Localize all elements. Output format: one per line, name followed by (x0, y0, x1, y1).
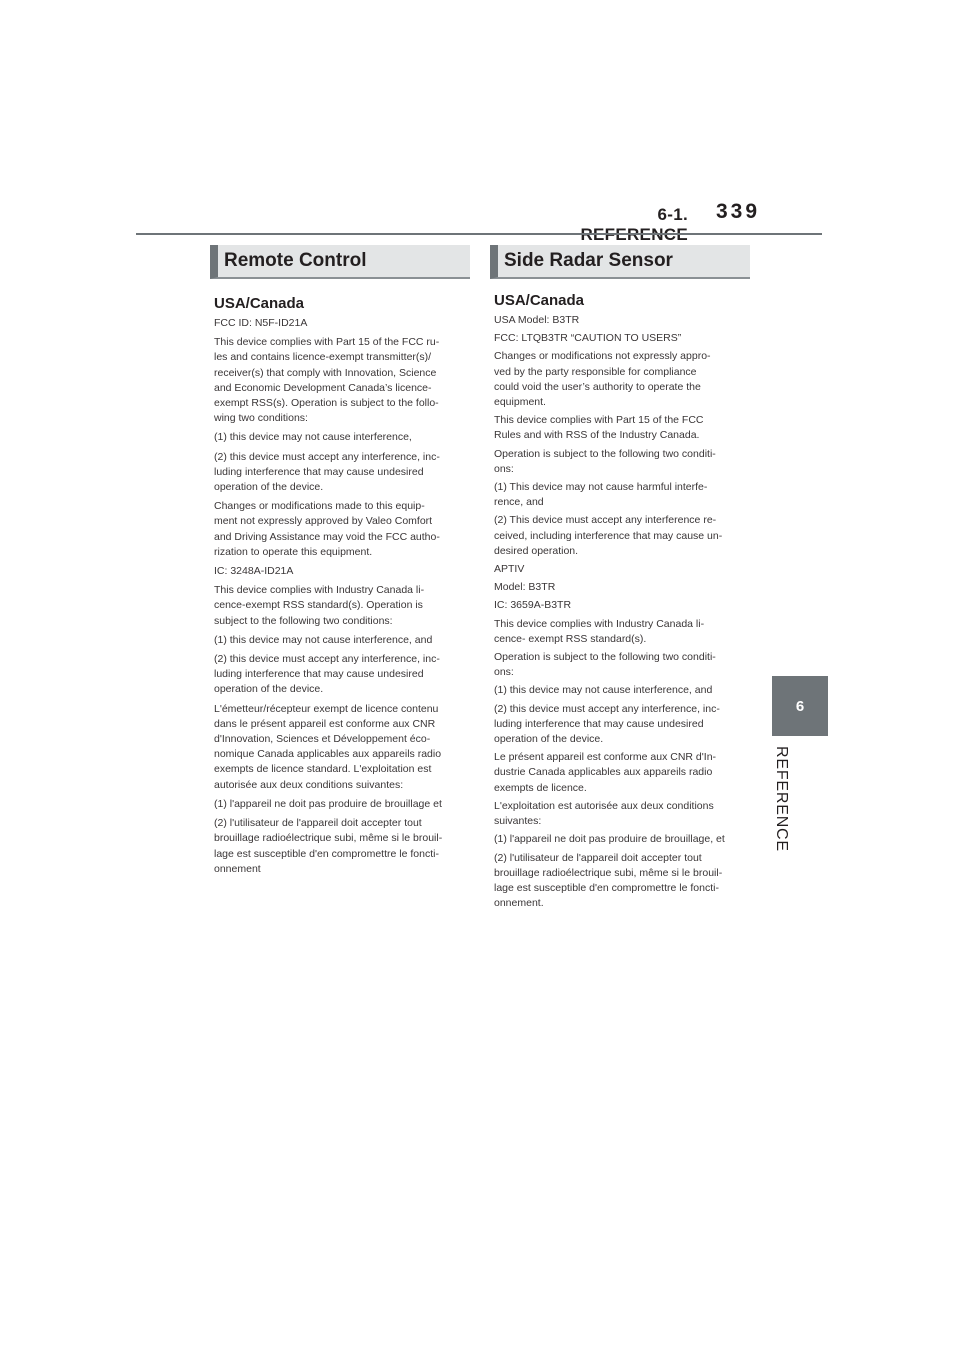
paragraph: (1) this device may not cause interference, and (494, 684, 713, 697)
paragraph: FCC: LTQB3TR “CAUTION TO USERS” (494, 332, 682, 345)
paragraph: APTIV (494, 563, 525, 576)
side-radar-column (490, 245, 750, 914)
paragraph: (2) this device must accept any interference, inc- luding interference that may cause undesired operation of the device. (214, 653, 440, 696)
paragraph: Model: B3TR (494, 581, 556, 594)
paragraph: (1) this device may not cause interference, (214, 431, 412, 444)
paragraph: Changes or modifications made to this equip- ment not expressly approved by Valeo Comfort and Driving Assistance may void the FCC autho- rization to operate this equipment. (214, 500, 440, 558)
paragraph: Operation is subject to the following two conditi- ons: (494, 447, 716, 475)
chapter-side-label (771, 746, 791, 856)
paragraph: (2) this device must accept any interference, inc- luding interference that may cause undesired operation of the device. (494, 702, 720, 746)
paragraph: This device complies with Industry Canada li- cence-exempt RSS standard(s). Operation is subject to the following two conditions: (214, 584, 425, 627)
header-rule (136, 233, 822, 235)
chapter-label: REFERENCE (773, 746, 790, 852)
side-radar-heading: Side Radar Sensor (490, 245, 750, 279)
paragraph: (1) l'appareil ne doit pas produire de brouillage, et (494, 833, 725, 846)
paragraph: IC: 3248A-ID21A (214, 565, 294, 578)
paragraph: (1) l'appareil ne doit pas produire de brouillage et (214, 797, 442, 810)
paragraph: Le présent appareil est conforme aux CNR d'In- dustrie Canada applicables aux appareils radio exempts de licence. (494, 751, 717, 794)
side-radar-subheading: USA/Canada (494, 292, 585, 309)
paragraph: (2) l'utilisateur de l'appareil doit accepter tout brouillage radioélectrique subi, même si le brouil- lage est susceptible d'en compromettre le foncti- onnement. (494, 851, 723, 910)
chapter-tab[interactable] (772, 676, 828, 736)
paragraph: (1) This device may not cause harmful interfe- rence, and (494, 481, 708, 509)
remote-control-heading: Remote Control (210, 245, 470, 279)
chapter-number: 6 (795, 697, 805, 715)
page-number: 339 (716, 200, 761, 223)
remote-control-body (210, 316, 470, 877)
paragraph: Changes or modifications not expressly appro- ved by the party responsible for compliance could void the user’s authority to operate the equipment. (494, 350, 711, 409)
section-header: 6-1. (657, 205, 688, 224)
paragraph: This device complies with Part 15 of the FCC ru- les and contains licence-exempt transmitter(s)/ receiver(s) that comply with Innovation, Science and Economic Development Canada’s licence- exempt RSS(s). Operation is subject to the follo- wing two conditions: (214, 336, 440, 425)
paragraph: IC: 3659A-B3TR (494, 599, 572, 612)
paragraph: L'exploitation est autorisée aux deux conditions suivantes: (494, 799, 714, 828)
paragraph: (2) l'utilisateur de l'appareil doit accepter tout brouillage radioélectrique subi, même si le brouil- lage est susceptible d'en compromettre le foncti- onnement (214, 817, 443, 875)
side-radar-body (490, 313, 750, 911)
paragraph: This device complies with Industry Canada li- cence- exempt RSS standard(s). (494, 617, 705, 645)
paragraph: Operation is subject to the following two conditi- ons: (494, 651, 716, 679)
paragraph: (2) This device must accept any interference re- ceived, including interference that may cause un- desired operation. (494, 514, 723, 557)
paragraph: USA Model: B3TR (494, 314, 580, 326)
paragraph: L'émetteur/récepteur exempt de licence contenu dans le présent appareil est conforme aux CNR d'Innovation, Sciences et Développement éco- nomique Canada applicables aux appareils radio exempts de licence standard. L'exploitation est autorisée aux deux conditions suivantes: (214, 702, 442, 791)
paragraph: (1) this device may not cause interference, and (214, 633, 433, 646)
remote-control-subheading: USA/Canada (214, 295, 305, 312)
paragraph: This device complies with Part 15 of the FCC Rules and with RSS of the Industry Canada. (494, 414, 704, 442)
remote-control-column (210, 245, 470, 881)
paragraph: (2) this device must accept any interference, inc- luding interference that may cause undesired operation of the device. (214, 450, 440, 494)
paragraph: FCC ID: N5F-ID21A (214, 317, 308, 329)
